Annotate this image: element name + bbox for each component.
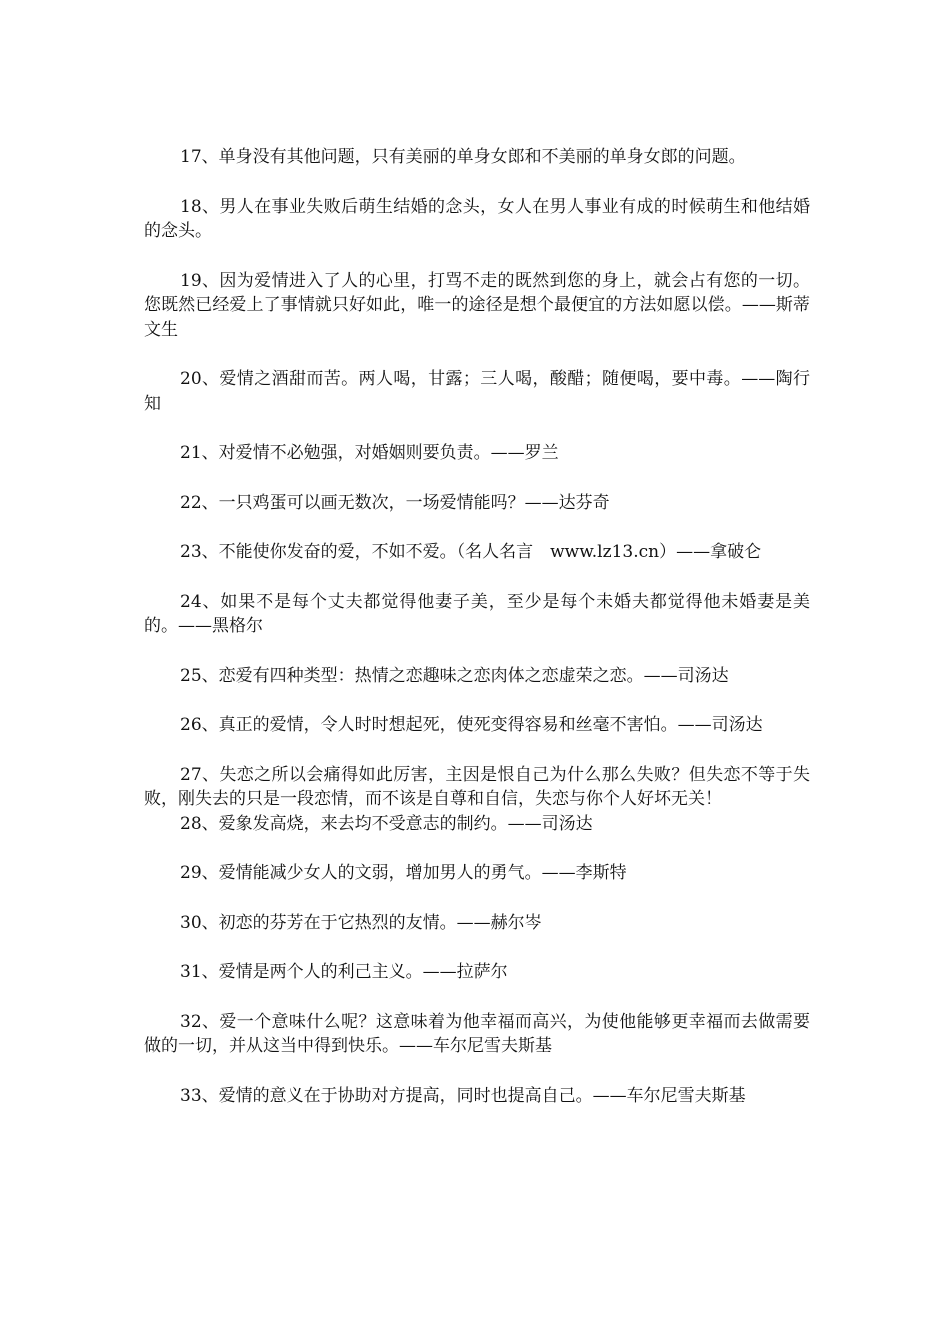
quote-32: 32、爱一个意味什么呢？这意味着为他幸福而高兴，为使他能够更幸福而去做需要做的一切，并从这当中得到快乐。——车尔尼雪夫斯基 <box>144 1011 810 1056</box>
quote-21: 21、对爱情不必勉强，对婚姻则要负责。——罗兰 <box>180 443 559 463</box>
quote-31: 31、爱情是两个人的利己主义。——拉萨尔 <box>180 962 508 982</box>
quote-26: 26、真正的爱情，令人时时想起死，使死变得容易和丝毫不害怕。——司汤达 <box>180 715 763 735</box>
quote-28: 28、爱象发高烧，来去均不受意志的制约。——司汤达 <box>180 813 593 834</box>
quote-22: 22、一只鸡蛋可以画无数次，一场爱情能吗？——达芬奇 <box>180 492 610 513</box>
quote-29: 29、爱情能减少女人的文弱，增加男人的勇气。——李斯特 <box>180 863 627 883</box>
quote-19: 19、因为爱情进入了人的心里，打骂不走的既然到您的身上，就会占有您的一切。您既然已经爱上了事情就只好如此，唯一的途径是想个最便宜的方法如愿以偿。——斯蒂文生 <box>144 270 810 340</box>
quote-23: 23、不能使你发奋的爱，不如不爱。（名人名言 www.lz13.cn）——拿破仑 <box>180 542 762 562</box>
quote-27: 27、失恋之所以会痛得如此厉害，主因是恨自己为什么那么失败？但失恋不等于失败，刚失去的只是一段恋情，而不该是自尊和自信，失恋与你个人好坏无关！ <box>144 764 810 809</box>
quote-18: 18、男人在事业失败后萌生结婚的念头，女人在男人事业有成的时候萌生和他结婚的念头。 <box>144 196 810 241</box>
quote-24: 24、如果不是每个丈夫都觉得他妻子美，至少是每个未婚夫都觉得他未婚妻是美的。——黑格尔 <box>144 591 810 636</box>
quote-25: 25、恋爱有四种类型：热情之恋趣味之恋肉体之恋虚荣之恋。——司汤达 <box>180 665 729 686</box>
quote-30: 30、初恋的芬芳在于它热烈的友情。——赫尔岑 <box>180 912 542 933</box>
quote-20: 20、爱情之酒甜而苦。两人喝，甘露；三人喝，酸醋；随便喝，要中毒。——陶行知 <box>144 369 810 414</box>
quote-33: 33、爱情的意义在于协助对方提高，同时也提高自己。——车尔尼雪夫斯基 <box>180 1085 746 1106</box>
document-body <box>144 145 810 1133</box>
quote-17: 17、单身没有其他问题，只有美丽的单身女郎和不美丽的单身女郎的问题。 <box>180 147 746 167</box>
